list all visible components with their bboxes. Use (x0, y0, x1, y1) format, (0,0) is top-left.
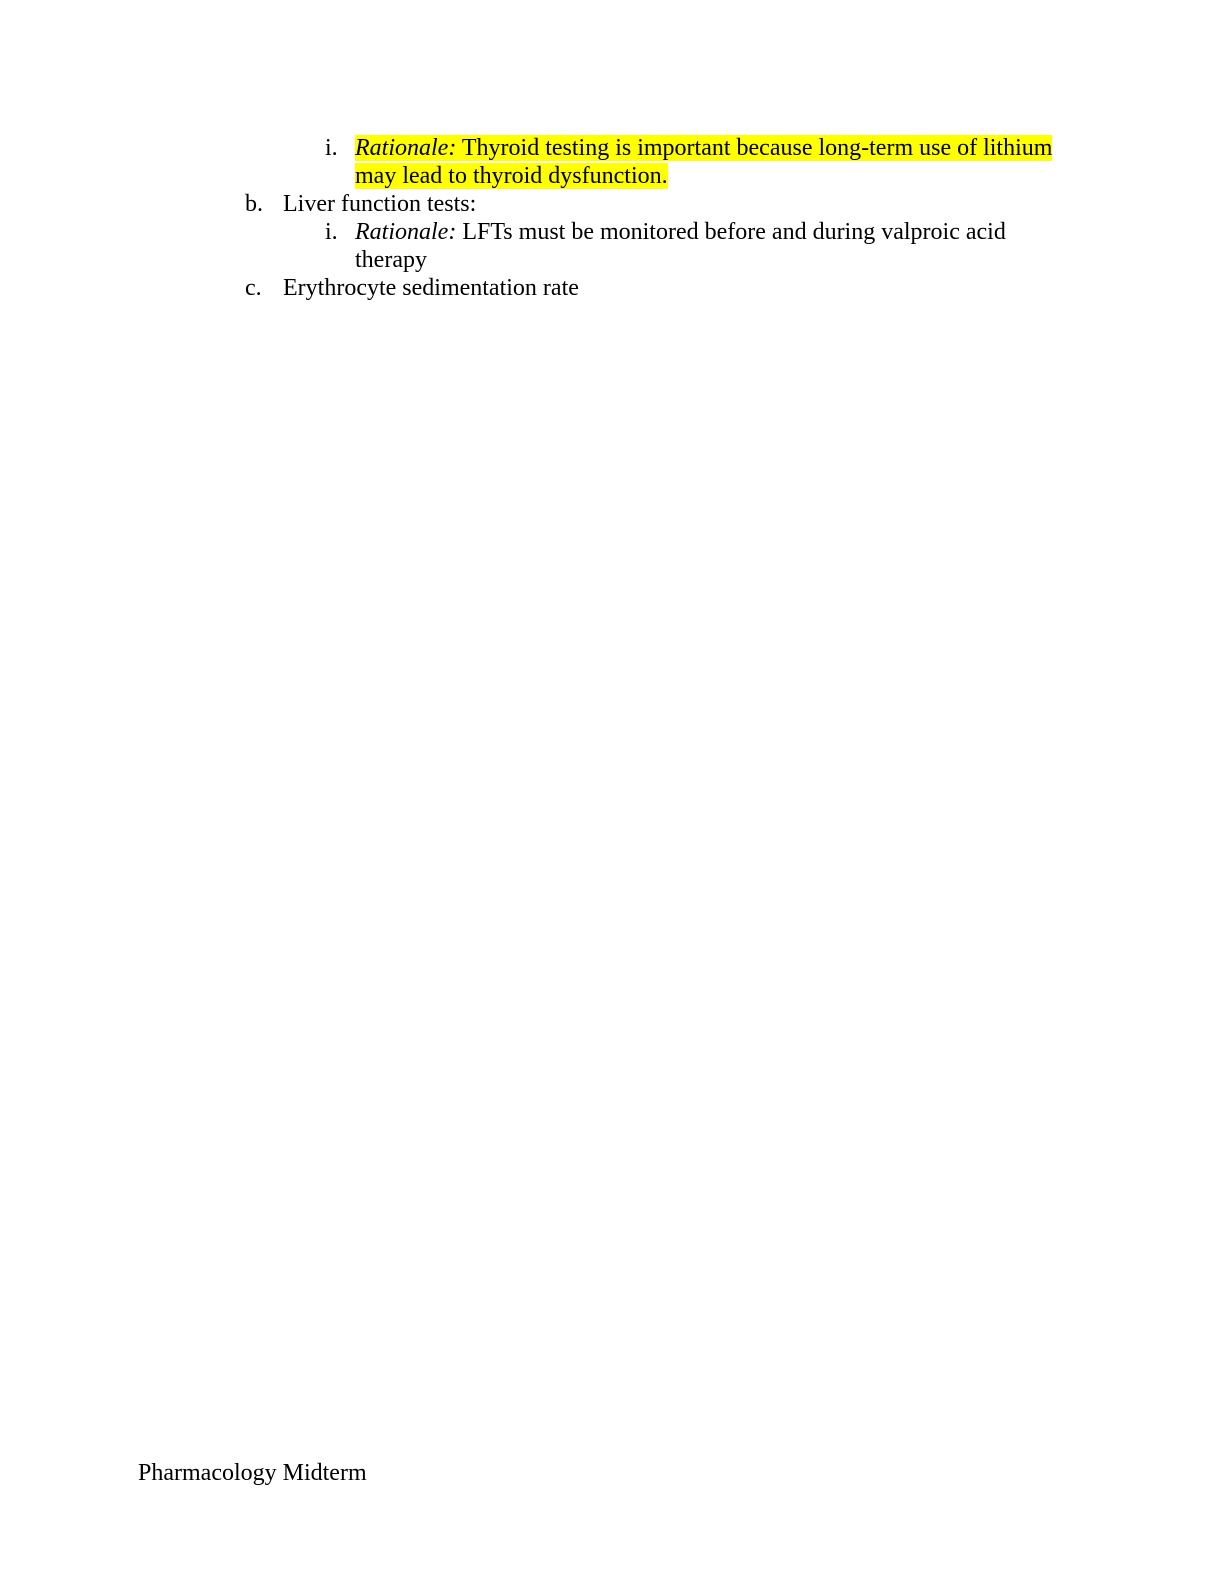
list-item-rationale-thyroid (0, 134, 1224, 190)
list-item-liver-function-tests (0, 190, 1224, 218)
rationale-label-highlighted: Rationale: (355, 135, 457, 161)
list-item-marker: c. (245, 275, 262, 301)
list-item-marker: i. (325, 135, 338, 161)
list-item-text: Erythrocyte sedimentation rate (283, 275, 579, 301)
list-item-text: LFTs must be monitored before and during valproic acid therapy (355, 219, 1006, 273)
list-item-marker: b. (245, 191, 263, 217)
rationale-label: Rationale: (355, 219, 457, 245)
list-item-text: Liver function tests: (283, 191, 477, 217)
list-item-marker: i. (325, 219, 338, 245)
footer-text: Pharmacology Midterm (138, 1460, 367, 1486)
outline-list (0, 134, 1224, 302)
list-item-erythrocyte-sedimentation-rate (0, 274, 1224, 302)
highlighted-text: Thyroid testing is important because long-term use of lithium may lead to thyroid dysfunction. (355, 135, 1053, 189)
list-item-rationale-lfts (0, 218, 1224, 274)
